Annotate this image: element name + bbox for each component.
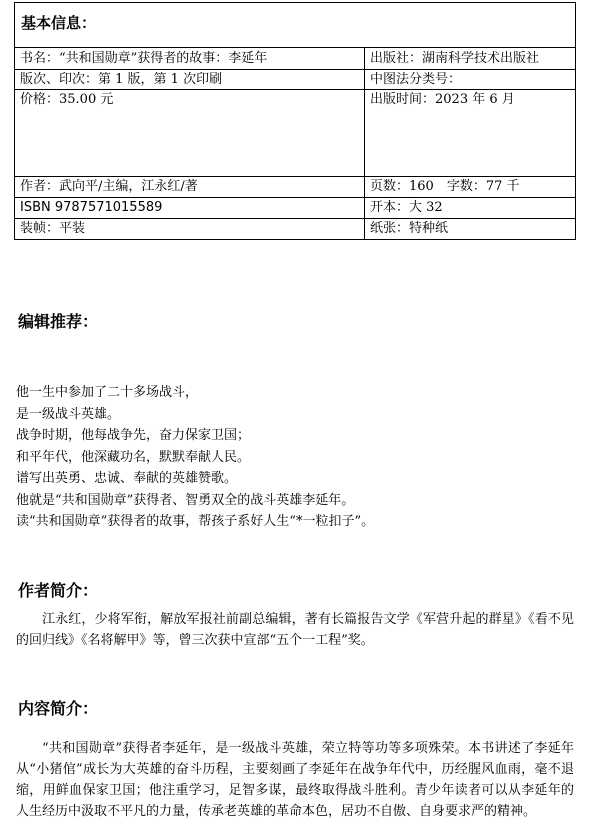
editor-recommendation-text	[16, 382, 374, 533]
edition: 版次、印次：第 1 版，第 1 次印刷	[15, 70, 365, 90]
paper: 纸张：特种纸	[365, 219, 576, 240]
author-intro-heading: 作者简介：	[18, 581, 99, 600]
recommendation-line: 和平年代，他深藏功名，默默奉献人民。	[16, 449, 251, 465]
content-intro-heading: 内容简介：	[18, 699, 99, 718]
recommendation-line: 读“共和国勋章”获得者的故事，帮孩子系好人生“*一粒扣子”。	[16, 514, 375, 529]
classification: 中图法分类号：	[365, 70, 576, 90]
price: 价格：35.00 元	[15, 90, 365, 177]
basic-info-table	[14, 2, 576, 240]
author: 作者：武向平/主编，江永红/著	[15, 177, 365, 198]
recommendation-line: 谱写出英勇、忠诚、奉献的英雄赞歌。	[16, 471, 238, 486]
content-intro-text: “共和国勋章”获得者李延年，是一级战斗英雄，荣立特等功等多项殊荣。本书讲述了李延年从“小猪倌”成长为大英雄的奋斗历程，主要刻画了李延年在战争年代中，历经腥风血雨，毫不退缩，用鲜血保家卫国；他注重学习，足智多谋，最终取得战斗胜利。青少年读者可以从李延年的人生经历中汲取不平凡的力量，传承老英雄的革命本色，居功不自傲、自身要求严的精神。	[16, 741, 574, 819]
author-intro-text: 江永红，少将军衔，解放军报社前副总编辑，著有长篇报告文学《军营升起的群星》《看不见的回归线》《名将解甲》等，曾三次获中宣部“五个一工程”奖。	[16, 612, 574, 648]
recommendation-line: 他一生中参加了二十多场战斗，	[16, 385, 199, 400]
isbn: ISBN 9787571015589	[15, 198, 365, 219]
basic-info-heading: 基本信息：	[15, 3, 576, 48]
book-title: 书名：“共和国勋章”获得者的故事：李延年	[15, 48, 365, 70]
publisher: 出版社：湖南科学技术出版社	[365, 48, 576, 70]
recommendation-line: 他就是“共和国勋章”获得者、智勇双全的战斗英雄李延年。	[16, 492, 355, 508]
pages-words: 页数：160 字数：77 千	[365, 177, 576, 198]
binding: 装帧：平装	[15, 219, 365, 240]
pub-date: 出版时间：2023 年 6 月	[365, 90, 576, 177]
editor-recommendation-heading: 编辑推荐：	[18, 312, 99, 331]
recommendation-line: 战争时期，他每战争先，奋力保家卫国；	[16, 428, 251, 443]
recommendation-line: 是一级战斗英雄。	[16, 406, 121, 422]
format: 开本：大 32	[365, 198, 576, 219]
